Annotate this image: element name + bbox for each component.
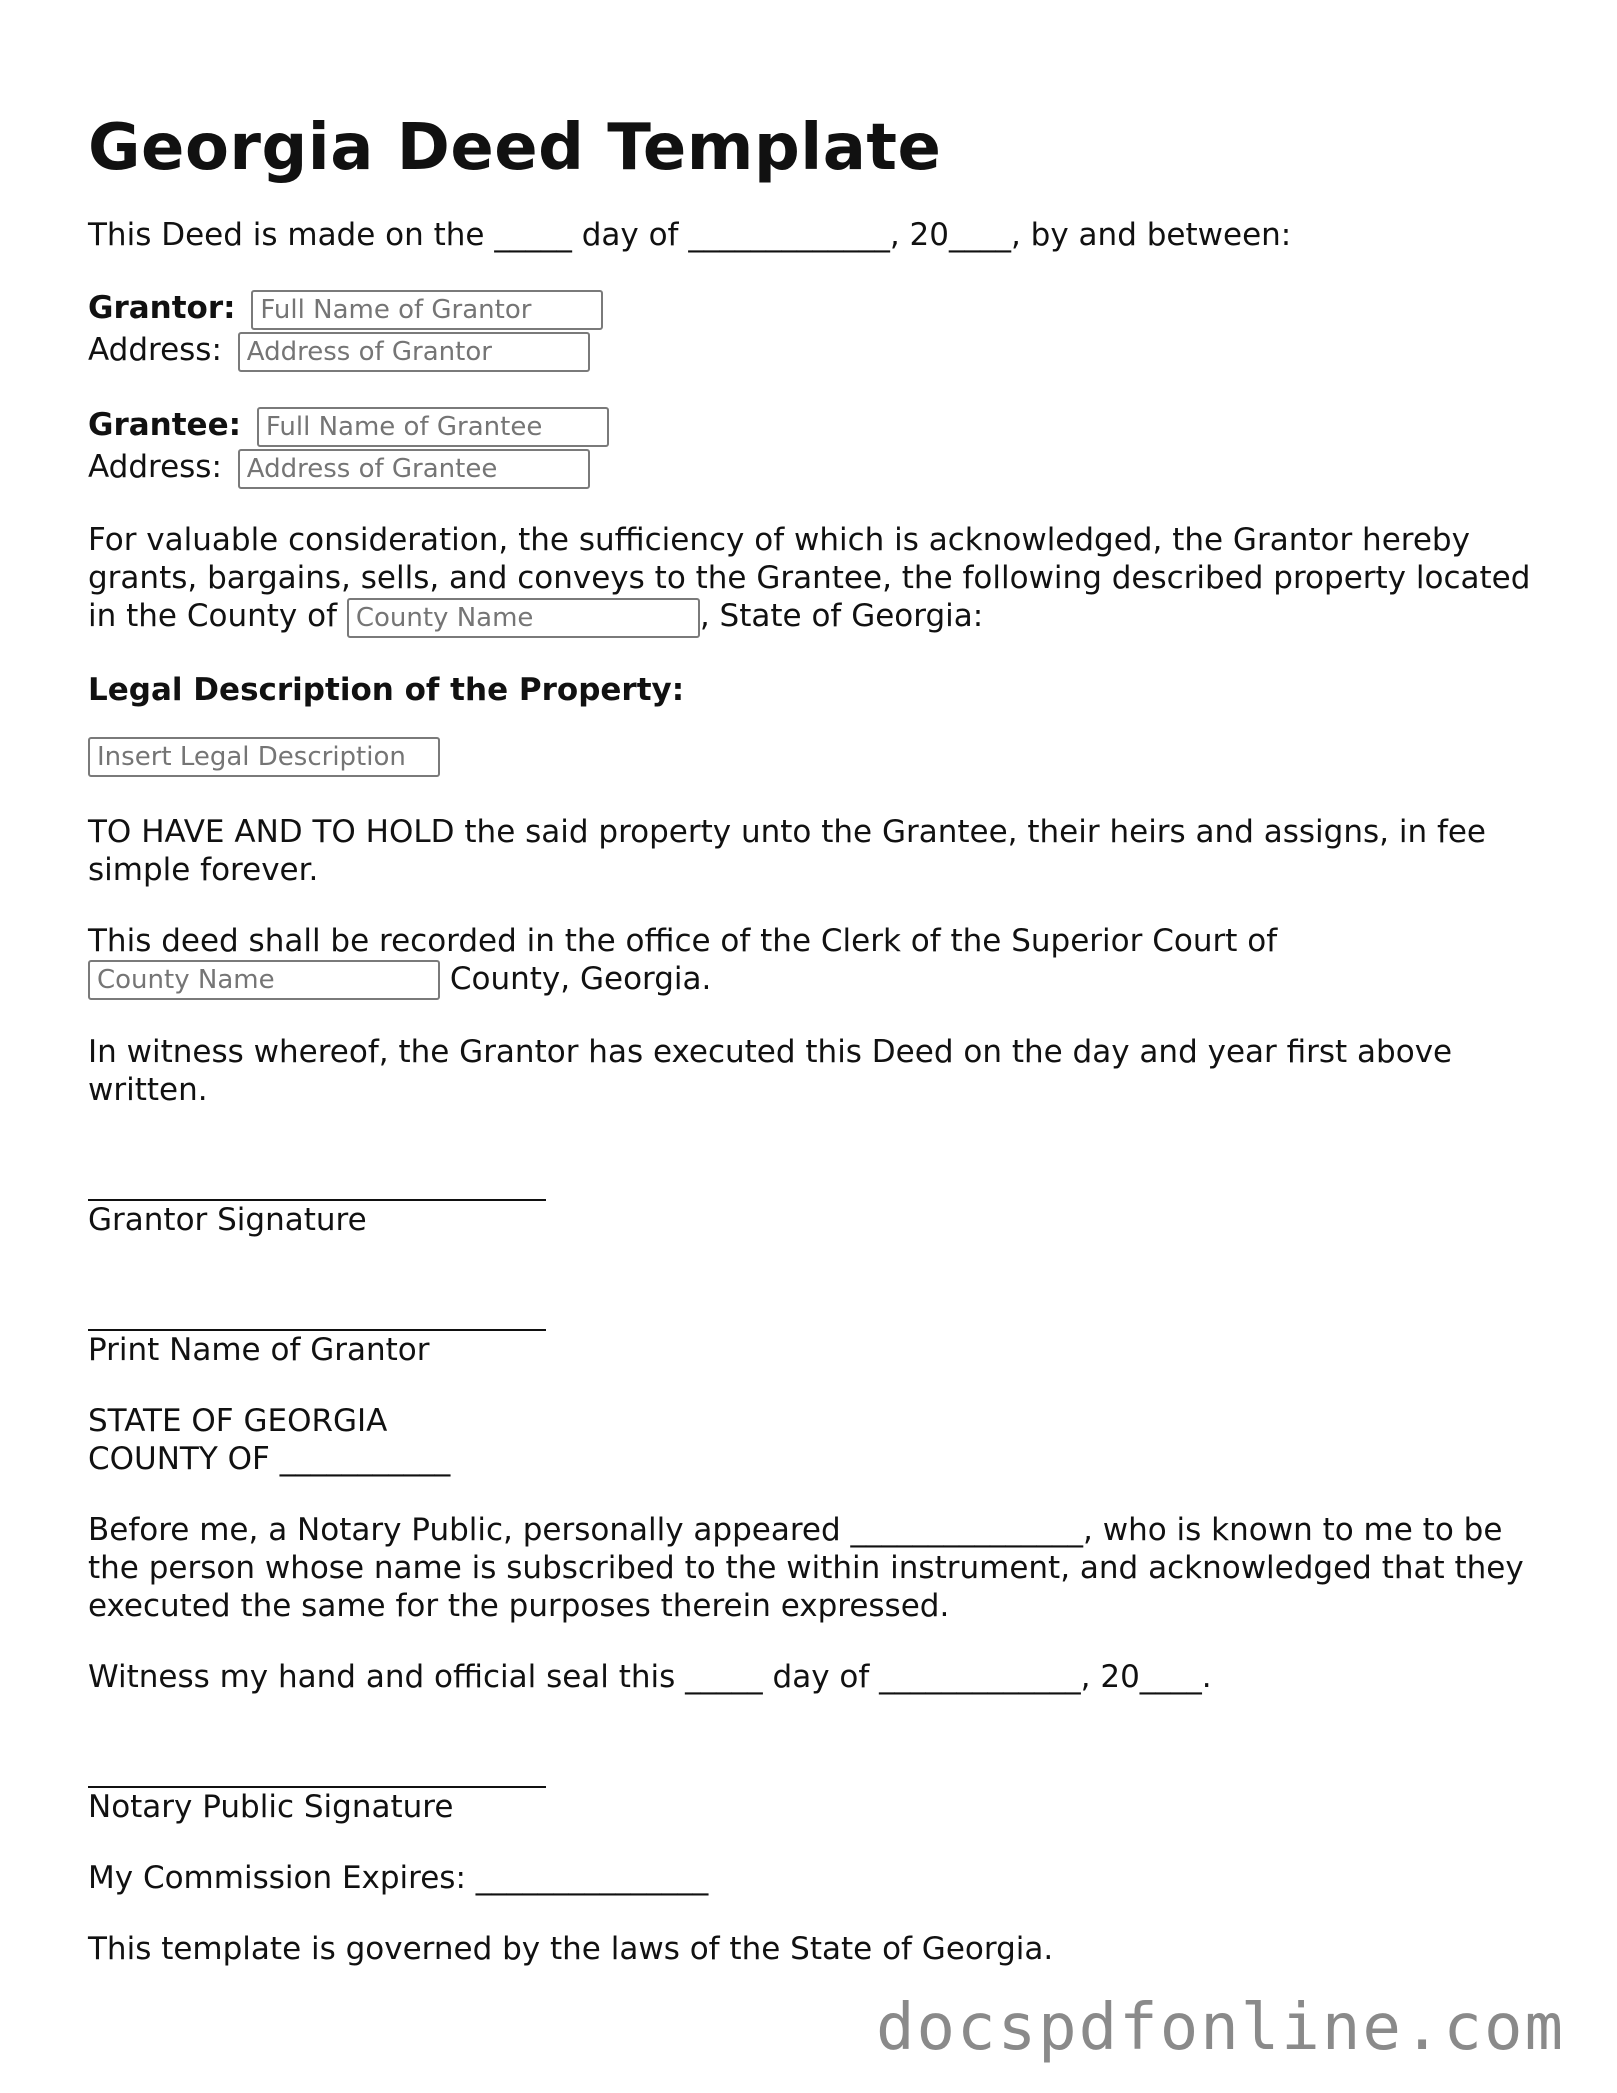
notary-acknowledgment: Before me, a Notary Public, personally appeared _______________, who is known to me to be the person whose name is subscribed to the within instrument, and acknowledged that they executed the same for the purposes therein expressed. [88, 1512, 1524, 1624]
notary-signature-label: Notary Public Signature [88, 1789, 454, 1825]
consideration-text: For valuable consideration, the sufficiency of which is acknowledged, the Grantor hereby grants, bargains, sells, and conveys to the Grantee, the following described property located in the County of [88, 522, 1531, 634]
notary-county-line: COUNTY OF ___________ [88, 1441, 451, 1477]
grantor-signature-line[interactable] [88, 1161, 546, 1201]
grantor-label: Grantor: [88, 290, 236, 326]
grantor-signature-block [88, 1161, 1548, 1239]
recording-county-input[interactable] [88, 960, 440, 1000]
recording-county-state: County, Georgia. [449, 960, 712, 997]
property-county-input[interactable] [347, 598, 700, 638]
grantor-print-name-block [88, 1291, 1548, 1369]
grantor-print-name-label: Print Name of Grantor [88, 1332, 430, 1368]
deed-document [88, 108, 1548, 2001]
grantee-address-input[interactable] [238, 449, 590, 489]
recording-paragraph [88, 922, 1548, 1001]
grantee-section [88, 404, 1548, 488]
notary-witness-seal: Witness my hand and official seal this _____ day of _____________, 20____. [88, 1659, 1212, 1695]
habendum-paragraph: TO HAVE AND TO HOLD the said property unto the Grantee, their heirs and assigns, in fee simple forever. [88, 813, 1486, 888]
watermark: docspdfonline.com [875, 1991, 1565, 2065]
grantor-section [88, 287, 1548, 371]
commission-expires: My Commission Expires: _______________ [88, 1860, 709, 1896]
legal-description-input[interactable] [88, 737, 440, 777]
grantor-print-name-line[interactable] [88, 1291, 546, 1331]
notary-signature-block [88, 1748, 1548, 1826]
grantor-address-input[interactable] [238, 332, 590, 372]
grantor-signature-label: Grantor Signature [88, 1202, 367, 1238]
consideration-paragraph [88, 521, 1548, 638]
intro-paragraph: This Deed is made on the _____ day of _____________, 20____, by and between: [88, 217, 1292, 253]
notary-state-line: STATE OF GEORGIA [88, 1403, 388, 1439]
grantee-label: Grantee: [88, 407, 241, 443]
page-title: Georgia Deed Template [88, 111, 942, 185]
grantee-name-input[interactable] [257, 407, 609, 447]
grantee-address-label: Address: [88, 449, 222, 485]
notary-venue [88, 1402, 1548, 1478]
witness-clause: In witness whereof, the Grantor has executed this Deed on the day and year first above written. [88, 1034, 1453, 1108]
recording-text: This deed shall be recorded in the office of the Clerk of the Superior Court of [88, 922, 1278, 959]
grantor-address-label: Address: [88, 332, 222, 368]
consideration-state: , State of Georgia: [699, 598, 984, 634]
legal-description-heading: Legal Description of the Property: [88, 671, 685, 708]
grantor-name-input[interactable] [251, 290, 603, 330]
governing-law: This template is governed by the laws of the State of Georgia. [88, 1931, 1054, 1967]
notary-signature-line[interactable] [88, 1748, 546, 1788]
